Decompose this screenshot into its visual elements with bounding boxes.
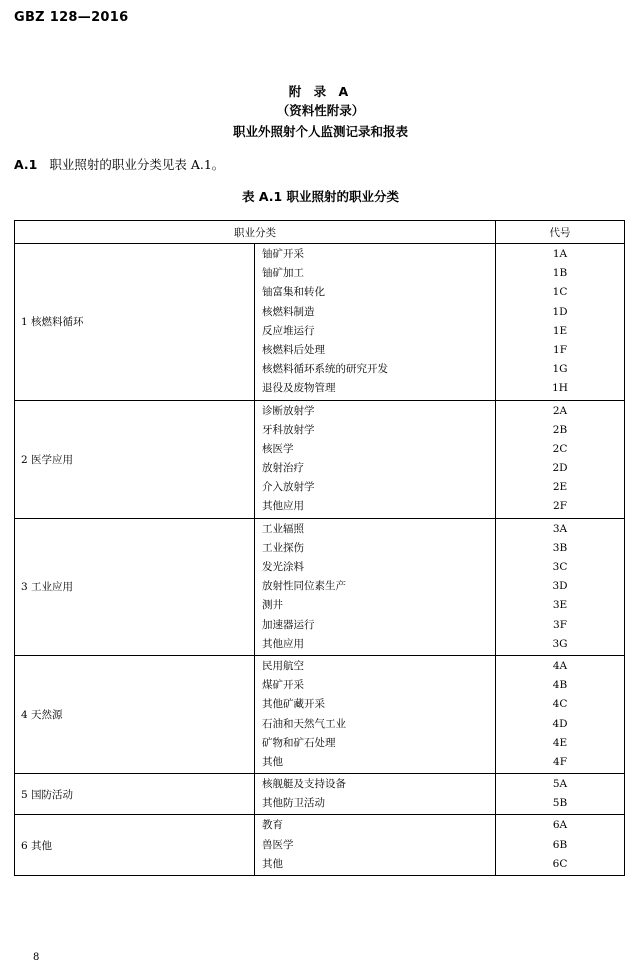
table-row — [15, 815, 625, 876]
category-cell: 5 国防活动 — [15, 774, 255, 815]
code-cell — [496, 400, 625, 518]
subcategory-item: 工业探伤 — [262, 541, 304, 554]
code-item: 2D — [552, 462, 568, 475]
subcategory-item: 民用航空 — [262, 659, 304, 672]
subcategory-cell — [255, 655, 496, 773]
code-item: 2A — [552, 404, 568, 417]
header-code: 代号 — [496, 221, 625, 244]
code-item: 4F — [553, 755, 567, 768]
table-caption: 表 A.1 职业照射的职业分类 — [241, 189, 400, 204]
code-item: 5A — [552, 778, 568, 791]
code-item: 1A — [552, 248, 568, 260]
subcategory-cell — [255, 244, 496, 401]
subcategory-cell — [255, 400, 496, 518]
appendix-subtitle: （资料性附录） — [276, 103, 365, 118]
code-item: 4E — [552, 736, 568, 749]
code-item: 3G — [552, 637, 568, 650]
code-item: 2C — [552, 442, 568, 455]
table-row — [15, 518, 625, 655]
appendix-title: 附 录 A — [288, 84, 353, 99]
code-item: 1F — [553, 343, 567, 356]
code-item: 4D — [552, 717, 568, 730]
subcategory-item: 诊断放射学 — [262, 404, 315, 417]
subcategory-item: 教育 — [262, 819, 283, 832]
subcategory-item: 铀矿开采 — [262, 248, 304, 260]
subcategory-item: 兽医学 — [262, 838, 294, 851]
subcategory-item: 核燃料制造 — [262, 305, 315, 318]
subcategory-item: 介入放射学 — [262, 481, 315, 494]
subcategory-item: 牙科放射学 — [262, 423, 315, 436]
subcategory-item: 其他矿藏开采 — [262, 698, 325, 711]
subcategory-cell — [255, 815, 496, 876]
code-item: 3E — [552, 599, 568, 612]
code-cell — [496, 655, 625, 773]
code-item: 6C — [552, 857, 568, 870]
table-header-row — [15, 221, 625, 244]
subcategory-item: 测井 — [262, 599, 283, 612]
appendix-heading: 职业外照射个人监测记录和报表 — [232, 124, 408, 139]
code-cell — [496, 815, 625, 876]
table-body — [15, 244, 625, 876]
code-item: 4A — [552, 659, 568, 672]
subcategory-item: 铀富集和转化 — [262, 286, 325, 299]
code-item: 2E — [552, 481, 568, 494]
code-cell — [496, 244, 625, 401]
subcategory-item: 核燃料后处理 — [262, 343, 325, 356]
table-row — [15, 774, 625, 815]
subcategory-item: 放射治疗 — [262, 462, 304, 475]
subcategory-cell — [255, 774, 496, 815]
code-item: 3B — [552, 541, 568, 554]
code-item: 3A — [552, 522, 568, 535]
subcategory-item: 放射性同位素生产 — [262, 580, 346, 593]
page-number: 8 — [33, 952, 40, 963]
subcategory-item: 退役及废物管理 — [262, 382, 336, 395]
subcategory-item: 矿物和矿石处理 — [262, 736, 336, 749]
code-item: 1C — [552, 286, 568, 299]
subcategory-item: 其他应用 — [262, 637, 304, 650]
standard-code: GBZ 128—2016 — [14, 10, 129, 25]
subcategory-item: 其他 — [262, 755, 283, 768]
category-cell: 3 工业应用 — [15, 518, 255, 655]
code-item: 3D — [552, 580, 568, 593]
code-item: 1B — [552, 267, 568, 280]
subcategory-item: 石油和天然气工业 — [262, 717, 346, 730]
code-item: 4B — [552, 679, 568, 692]
code-item: 3F — [553, 618, 567, 631]
subcategory-item: 核医学 — [262, 442, 294, 455]
table-row — [15, 400, 625, 518]
code-item: 4C — [552, 698, 568, 711]
subcategory-item: 工业辐照 — [262, 522, 304, 535]
category-cell: 6 其他 — [15, 815, 255, 876]
category-cell: 4 天然源 — [15, 655, 255, 773]
clause-number: A.1 — [14, 157, 38, 172]
code-item: 5B — [552, 797, 568, 810]
subcategory-item: 煤矿开采 — [262, 679, 304, 692]
subcategory-item: 加速器运行 — [262, 618, 315, 631]
code-item: 1D — [552, 305, 568, 318]
code-item: 2B — [552, 423, 568, 436]
subcategory-item: 反应堆运行 — [262, 324, 315, 337]
subcategory-item: 铀矿加工 — [262, 267, 304, 280]
clause-text: 职业照射的职业分类见表 A.1。 — [49, 157, 225, 172]
subcategory-item: 发光涂料 — [262, 561, 304, 573]
code-cell — [496, 774, 625, 815]
header-category: 职业分类 — [15, 221, 496, 244]
table-row — [15, 655, 625, 773]
code-cell — [496, 518, 625, 655]
subcategory-item: 核燃料循环系统的研究开发 — [262, 363, 388, 376]
code-item: 1G — [552, 363, 568, 376]
code-item: 1H — [552, 382, 568, 395]
subcategory-cell — [255, 518, 496, 655]
table-row — [15, 244, 625, 401]
subcategory-item: 其他应用 — [262, 500, 304, 513]
code-item: 6B — [552, 838, 568, 851]
code-item: 2F — [553, 500, 567, 513]
subcategory-item: 其他 — [262, 857, 283, 870]
occupation-table — [14, 220, 625, 876]
category-cell: 2 医学应用 — [15, 400, 255, 518]
code-item: 1E — [552, 324, 568, 337]
code-item: 3C — [552, 561, 568, 573]
subcategory-item: 核舰艇及支持设备 — [262, 778, 346, 791]
subcategory-item: 其他防卫活动 — [262, 797, 325, 810]
code-item: 6A — [552, 819, 568, 832]
category-cell: 1 核燃料循环 — [15, 244, 255, 401]
clause-a1 — [14, 155, 224, 173]
